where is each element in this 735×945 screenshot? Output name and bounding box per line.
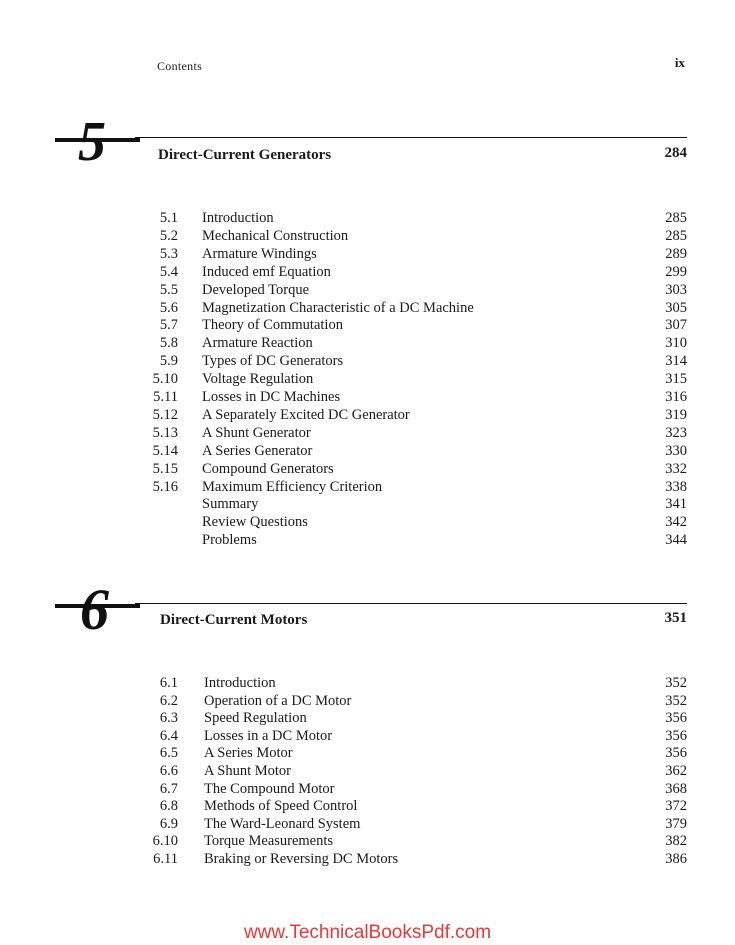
page-number: ix: [674, 55, 685, 70]
section-title[interactable]: Problems: [202, 532, 257, 549]
section-number: 6.4: [159, 727, 178, 744]
section-number: 5.4: [159, 263, 178, 280]
running-head: Contents: [157, 59, 203, 73]
section-number: 6.6: [159, 763, 178, 779]
section-page: 303: [665, 281, 687, 298]
section-number: 5.15: [152, 460, 178, 477]
chapter-title[interactable]: Direct-Current Generators: [158, 147, 332, 163]
section-title[interactable]: Losses in DC Machines: [202, 389, 341, 405]
section-title[interactable]: Induced emf Equation: [202, 263, 331, 280]
chapter-page: 351: [664, 610, 687, 626]
section-number: 5.6: [159, 299, 178, 316]
toc-entry[interactable]: [0, 424, 735, 442]
toc-entry[interactable]: [0, 815, 735, 833]
section-title[interactable]: Braking or Reversing DC Motors: [204, 851, 399, 867]
section-title[interactable]: A Shunt Generator: [202, 424, 311, 441]
toc-entry[interactable]: [0, 245, 735, 263]
section-number: 5.14: [152, 442, 178, 459]
section-title[interactable]: Torque Measurements: [204, 833, 334, 850]
section-title[interactable]: A Separately Excited DC Generator: [202, 406, 410, 423]
section-page: 285: [665, 210, 687, 226]
toc-entry[interactable]: [0, 209, 735, 227]
section-number: 5.11: [153, 389, 178, 405]
section-title[interactable]: Methods of Speed Control: [204, 798, 358, 815]
section-page: 379: [665, 815, 687, 832]
section-number: 6.3: [159, 710, 178, 727]
section-number: 6.1: [159, 675, 178, 691]
section-number: 6.10: [152, 833, 178, 850]
section-title[interactable]: Review Questions: [202, 514, 308, 531]
toc-entry[interactable]: [0, 495, 735, 513]
section-number: 6.11: [153, 851, 178, 867]
section-number: 5.16: [152, 478, 178, 495]
section-number: 5.10: [152, 371, 178, 388]
section-page: 386: [665, 851, 687, 867]
section-page: 330: [665, 442, 687, 459]
toc-entry[interactable]: [0, 780, 735, 798]
section-page: 315: [665, 371, 687, 388]
section-page: 299: [665, 263, 687, 280]
section-title[interactable]: Voltage Regulation: [202, 371, 314, 388]
section-page: 310: [665, 335, 687, 352]
section-page: 344: [665, 532, 687, 549]
toc-entry[interactable]: [0, 850, 735, 868]
section-number: 5.2: [159, 227, 178, 244]
section-title[interactable]: The Ward-Leonard System: [204, 815, 361, 832]
section-page: 352: [665, 675, 687, 691]
section-number: 6.8: [159, 798, 178, 815]
section-title[interactable]: Theory of Commutation: [202, 317, 343, 334]
section-number: 5.12: [152, 406, 178, 423]
toc-entry[interactable]: [0, 832, 735, 850]
toc-entry[interactable]: [0, 692, 735, 710]
toc-entry[interactable]: [0, 744, 735, 762]
chapter-numeral: 6: [80, 577, 109, 642]
section-page: 356: [665, 710, 687, 727]
section-page: 341: [665, 496, 687, 513]
section-title[interactable]: The Compound Motor: [204, 780, 335, 797]
section-page: 305: [665, 299, 687, 316]
section-number: 6.5: [159, 745, 178, 762]
section-page: 285: [665, 227, 687, 244]
toc-entry[interactable]: [0, 352, 735, 370]
section-number: 5.7: [159, 317, 178, 334]
toc-entry[interactable]: [0, 370, 735, 388]
section-page: 356: [665, 727, 687, 744]
toc-entry[interactable]: [0, 406, 735, 424]
section-title[interactable]: Operation of a DC Motor: [204, 692, 352, 709]
section-title[interactable]: Introduction: [202, 210, 274, 226]
section-page: 372: [665, 798, 687, 815]
toc-entry[interactable]: [0, 334, 735, 352]
toc-entry[interactable]: [0, 762, 735, 780]
section-title[interactable]: Losses in a DC Motor: [204, 727, 333, 744]
section-title[interactable]: Maximum Efficiency Criterion: [202, 478, 383, 495]
toc-entry[interactable]: [0, 442, 735, 460]
section-title[interactable]: Armature Reaction: [202, 335, 313, 352]
section-page: 362: [665, 763, 687, 779]
toc-entry[interactable]: [0, 674, 735, 692]
section-title[interactable]: Introduction: [204, 675, 276, 691]
section-page: 382: [665, 833, 687, 850]
toc-entry[interactable]: [0, 709, 735, 727]
section-number: 5.1: [159, 210, 178, 226]
chapter-page: 284: [664, 145, 687, 161]
section-title[interactable]: Mechanical Construction: [202, 227, 349, 244]
section-title[interactable]: Developed Torque: [202, 281, 310, 298]
section-page: 356: [665, 745, 687, 762]
section-page: 319: [665, 406, 687, 423]
section-title[interactable]: Types of DC Generators: [202, 353, 344, 370]
section-number: 6.9: [159, 815, 178, 832]
toc-entry[interactable]: [0, 531, 735, 549]
toc-entry[interactable]: [0, 281, 735, 299]
section-title[interactable]: Summary: [202, 496, 259, 513]
section-number: 6.7: [159, 780, 178, 797]
chapter-title[interactable]: Direct-Current Motors: [160, 612, 308, 628]
section-title[interactable]: Compound Generators: [202, 460, 334, 477]
section-page: 338: [665, 478, 687, 495]
chapter-numeral: 5: [78, 111, 106, 173]
chapter-rule: [135, 603, 687, 604]
section-number: 5.5: [159, 281, 178, 298]
toc-entry[interactable]: [0, 513, 735, 531]
watermark-link[interactable]: www.TechnicalBooksPdf.com: [243, 922, 492, 943]
section-page: 342: [665, 514, 687, 531]
chapter-rule: [135, 137, 687, 138]
section-page: 314: [665, 353, 687, 370]
section-title[interactable]: Magnetization Characteristic of a DC Machine: [202, 299, 474, 316]
section-title[interactable]: A Series Motor: [204, 745, 293, 762]
toc-entry[interactable]: [0, 299, 735, 317]
toc-entry[interactable]: [0, 263, 735, 281]
section-page: 323: [665, 424, 687, 441]
section-title[interactable]: A Series Generator: [202, 442, 313, 459]
section-title[interactable]: Armature Windings: [202, 245, 317, 262]
section-page: 289: [665, 245, 687, 262]
section-page: 316: [665, 389, 687, 405]
toc-entry[interactable]: [0, 797, 735, 815]
section-page: 332: [665, 460, 687, 477]
section-number: 5.8: [159, 335, 178, 352]
section-number: 5.9: [159, 353, 178, 370]
toc-entry[interactable]: [0, 727, 735, 745]
toc-entry[interactable]: [0, 316, 735, 334]
section-page: 352: [665, 692, 687, 709]
section-number: 6.2: [159, 692, 178, 709]
section-page: 368: [665, 780, 687, 797]
toc-entry[interactable]: [0, 388, 735, 406]
section-number: 5.13: [152, 424, 178, 441]
section-title[interactable]: A Shunt Motor: [204, 763, 292, 779]
section-number: 5.3: [159, 245, 178, 262]
section-title[interactable]: Speed Regulation: [204, 710, 307, 727]
toc-entry[interactable]: [0, 460, 735, 478]
toc-entry[interactable]: [0, 227, 735, 245]
section-page: 307: [665, 317, 687, 334]
toc-entry[interactable]: [0, 478, 735, 496]
